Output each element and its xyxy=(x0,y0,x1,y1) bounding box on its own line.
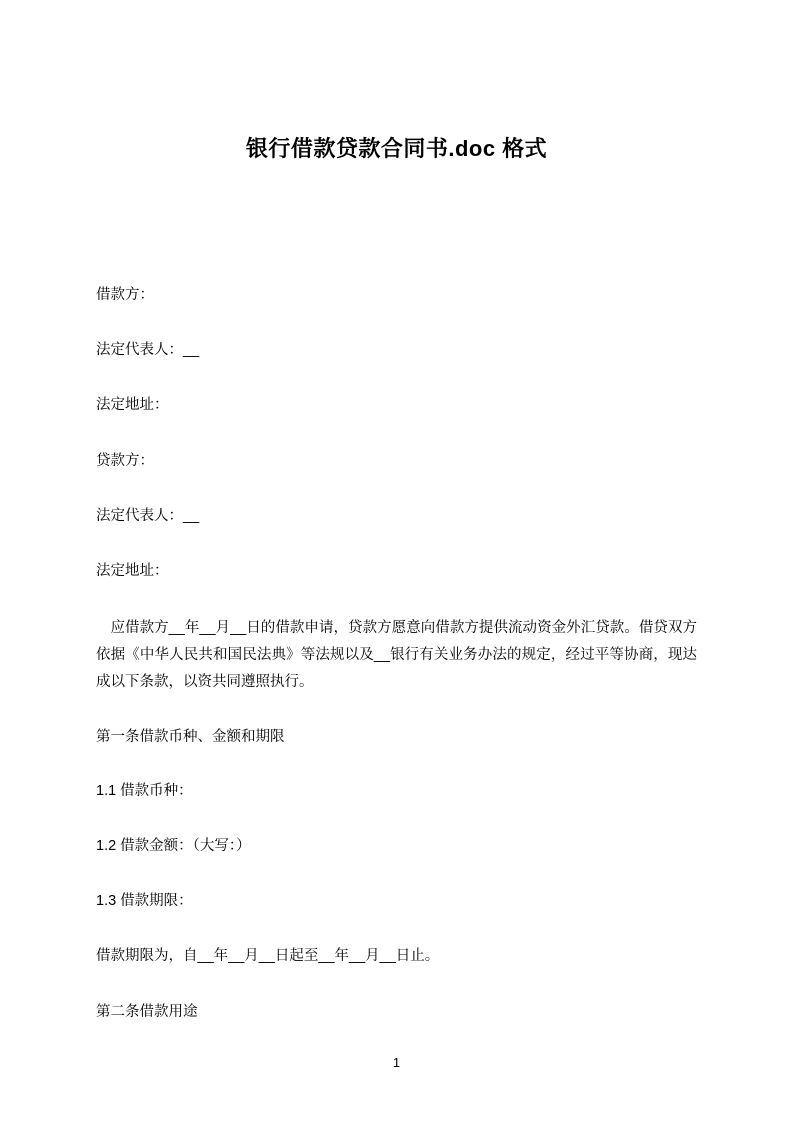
paragraph: 1.2 借款金额：（大写：） xyxy=(96,837,251,854)
document-body xyxy=(96,284,697,1056)
page-title: 银行借款贷款合同书.doc 格式 xyxy=(245,136,548,161)
paragraph: 借款期限为，自__年__月__日起至__年__月__日止。 xyxy=(96,948,440,965)
paragraph: 贷款方： xyxy=(96,452,154,469)
paragraph: 法定地址： xyxy=(96,562,169,579)
section-heading: 第一条借款币种、金额和期限 xyxy=(96,728,285,745)
paragraph: 借款方： xyxy=(96,287,154,303)
section-heading: 第二条借款用途 xyxy=(96,1003,198,1020)
page-number: 1 xyxy=(392,1055,401,1070)
paragraph: 应借款方__年__月__日的借款申请，贷款方愿意向借款方提供流动资金外汇贷款。借贷双方依据《中华人民共和国民法典》等法规以及__银行有关业务办法的规定，经过平等协商，现达成以下条款，以资共同遵照执行。 xyxy=(96,620,697,690)
paragraph: 1.3 借款期限： xyxy=(96,893,193,910)
paragraph: 法定代表人：__ xyxy=(96,342,200,359)
paragraph: 1.1 借款币种： xyxy=(96,782,193,799)
paragraph: 法定地址： xyxy=(96,397,169,414)
paragraph: 法定代表人：__ xyxy=(96,507,200,524)
